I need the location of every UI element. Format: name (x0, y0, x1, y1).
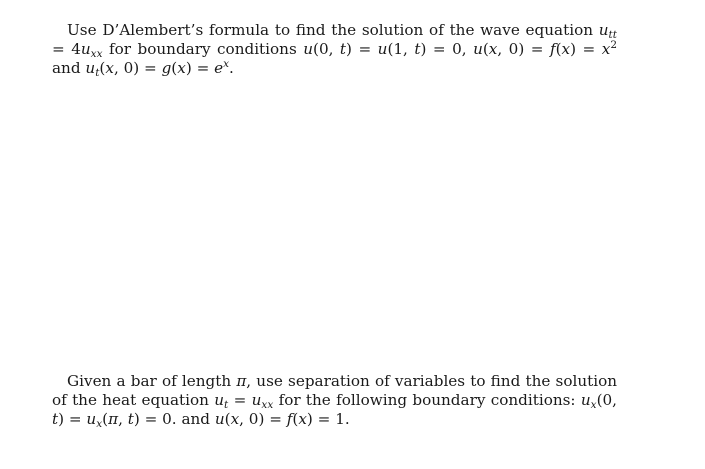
math: u (473, 40, 483, 58)
text: for the following boundary conditions: (273, 391, 581, 409)
math: u (377, 40, 388, 58)
math: ) = 1. (306, 410, 350, 428)
math: x (105, 59, 114, 77)
math: x (590, 399, 597, 411)
math: ( (482, 40, 489, 58)
math: , 0) = (497, 40, 550, 58)
math: x (177, 59, 186, 77)
math: ( (224, 410, 231, 428)
math: ( (171, 59, 178, 77)
math: ( (99, 59, 106, 77)
math: π (236, 372, 247, 390)
problem-wave-equation (52, 21, 617, 78)
math: t (414, 40, 421, 58)
math: ( (555, 40, 562, 58)
math: , 0) = (113, 59, 162, 77)
math: x (601, 40, 611, 58)
math: t (339, 40, 347, 58)
math: ) = (185, 59, 210, 77)
math: u (303, 40, 314, 58)
math: = (228, 391, 252, 409)
math: t (95, 67, 100, 79)
math: f (286, 410, 293, 428)
text: , use separation of variables to find the solution of the heat (52, 372, 617, 409)
text: boundary conditions (137, 40, 304, 58)
math: , 0) = (239, 410, 287, 428)
math: (0, (313, 40, 340, 58)
math: t (52, 410, 59, 428)
math: t (224, 399, 229, 411)
math: ) = (58, 410, 87, 428)
math: x (298, 410, 307, 428)
math: x (230, 410, 240, 428)
math: ( (102, 410, 109, 428)
math: ) = 0, (420, 40, 474, 58)
text: Given a bar of length (67, 372, 237, 390)
text: Use D’Alembert’s formula to find the solution of the wave equation (67, 21, 599, 39)
math: π (108, 410, 119, 428)
math: (0, (596, 391, 617, 409)
math: g (161, 59, 172, 77)
math: f (549, 40, 556, 58)
math: u (86, 410, 97, 428)
math: ) = (346, 40, 378, 58)
math: x (96, 418, 103, 430)
math: = 4 (52, 40, 81, 58)
math: . (229, 59, 234, 77)
math: u (251, 391, 262, 409)
math: u (598, 21, 609, 39)
math: ) = 0. and (133, 410, 211, 428)
math: e (214, 59, 224, 77)
math: , (118, 410, 128, 428)
text: equation (141, 391, 215, 409)
math: (1, (387, 40, 415, 58)
text: and (52, 59, 86, 77)
math: x (488, 40, 498, 58)
math: 2 (610, 39, 617, 51)
math: tt (608, 29, 617, 41)
math: xx (90, 48, 103, 60)
math: u (580, 391, 591, 409)
math: ( (292, 410, 299, 428)
math: xx (261, 399, 274, 411)
math: u (85, 59, 96, 77)
math: u (80, 40, 91, 58)
math: u (214, 391, 225, 409)
math: u (214, 410, 225, 428)
math: t (127, 410, 134, 428)
math: ) = (570, 40, 602, 58)
problem-heat-equation (52, 372, 617, 429)
math: x (561, 40, 571, 58)
text: for (102, 40, 132, 58)
math: x (223, 58, 230, 70)
